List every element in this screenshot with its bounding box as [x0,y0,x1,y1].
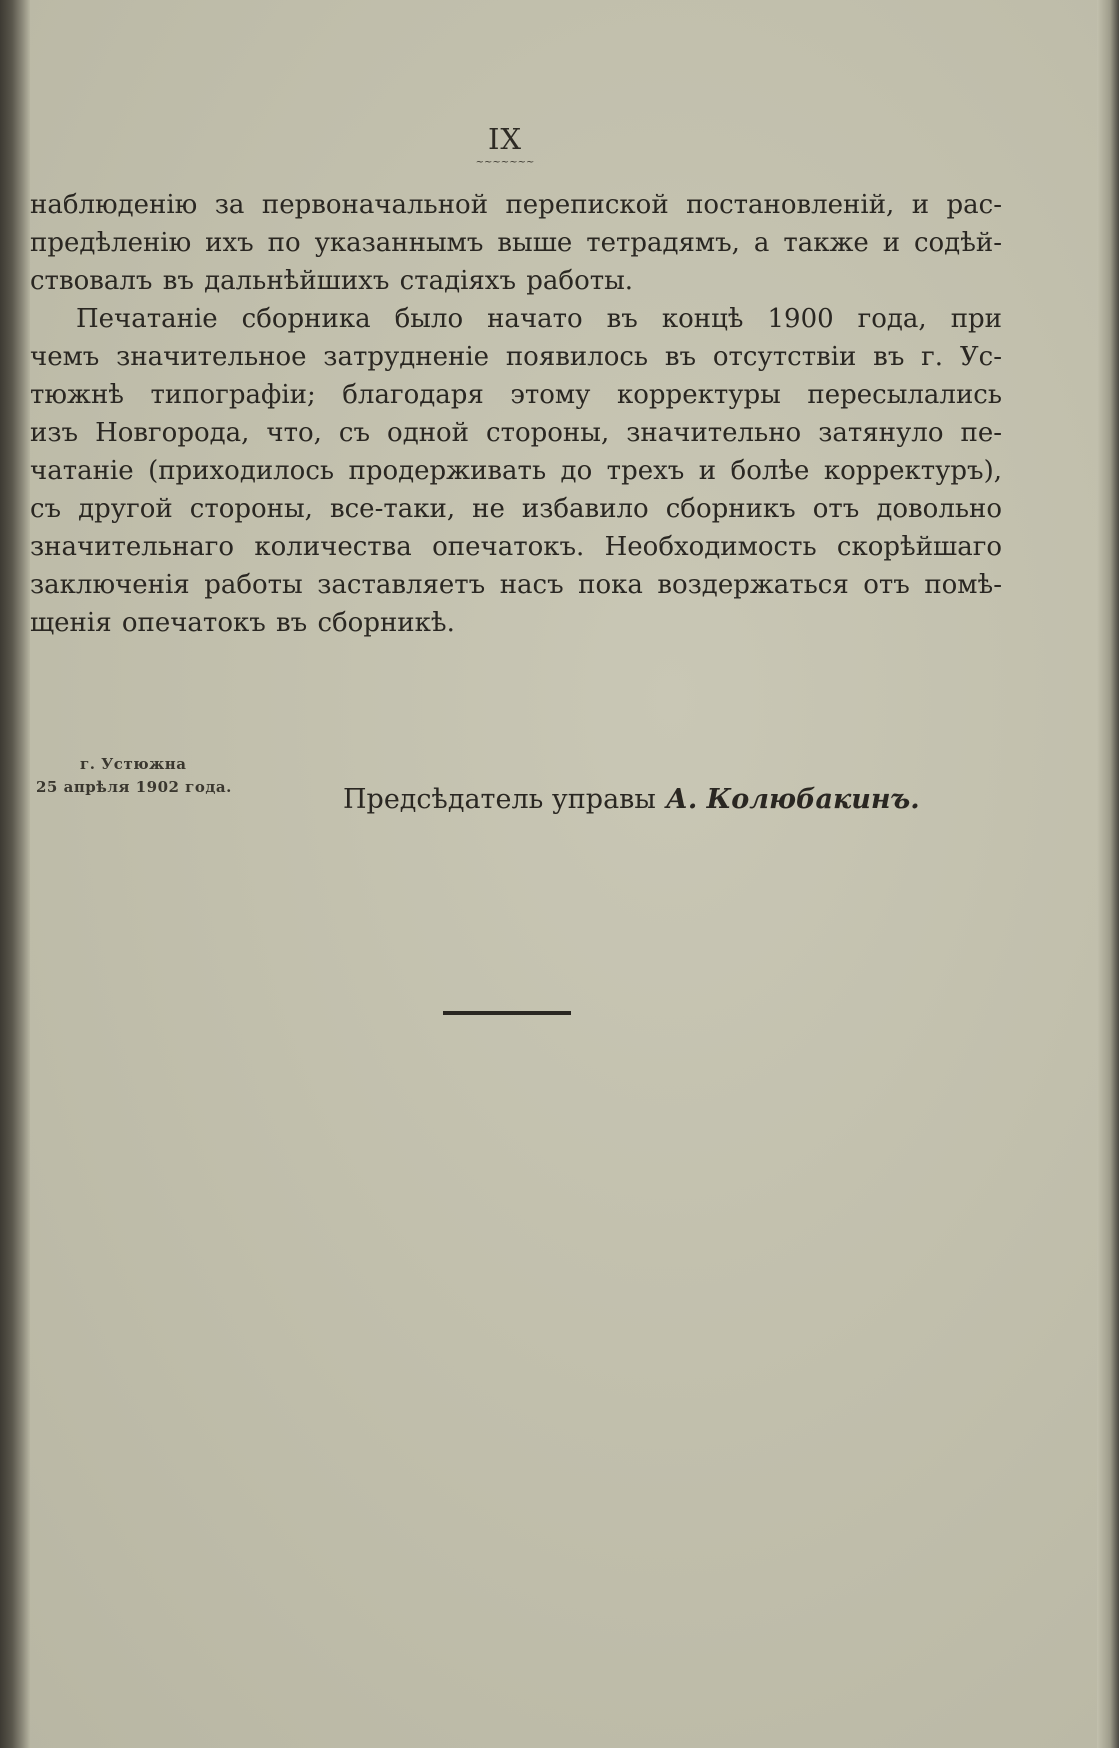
text-line: наблюденію за первоначальной перепиской постановленій, и рас- [30,190,1002,220]
text-line: чемъ значительное затрудненіе появилось въ отсутствіи въ г. Ус- [30,342,1002,372]
text-line: заключенія работы заставляетъ насъ пока воздержаться отъ помѣ- [30,570,1002,600]
text-line: ствовалъ въ дальнѣйшихъ стадіяхъ работы. [30,266,634,296]
closing-date: 25 апрѣля 1902 года. [36,778,232,796]
closing-place: г. Устюжна [80,755,187,773]
signature [343,784,920,815]
text-line: Печатаніе сборника было начато въ концѣ 1900 года, при [76,304,1002,334]
end-rule-divider [443,1011,571,1015]
book-binding-edge [0,0,30,1748]
signature-name: А. Колюбакинъ. [665,784,920,815]
signature-title: Предсѣдатель управы [343,784,656,815]
text-line: тюжнѣ типографіи; благодаря этому корректуры пересылались [30,380,1002,410]
text-line: съ другой стороны, все-таки, не избавило сборникъ отъ довольно [30,494,1002,524]
page-right-edge [1097,0,1119,1748]
page-number: IX [487,122,523,156]
text-line: щенія опечатокъ въ сборникѣ. [30,608,455,638]
text-line: изъ Новгорода, что, съ одной стороны, значительно затянуло пе- [30,418,1002,448]
page-number-ornament: ~~~~~~~ [475,160,535,166]
text-line: чатаніе (приходилось продерживать до трехъ и болѣе корректуръ), [30,456,1002,486]
text-line: предѣленію ихъ по указаннымъ выше тетрадямъ, а также и содѣй- [30,228,1002,258]
text-line: значительнаго количества опечатокъ. Необходимость скорѣйшаго [30,532,1002,562]
